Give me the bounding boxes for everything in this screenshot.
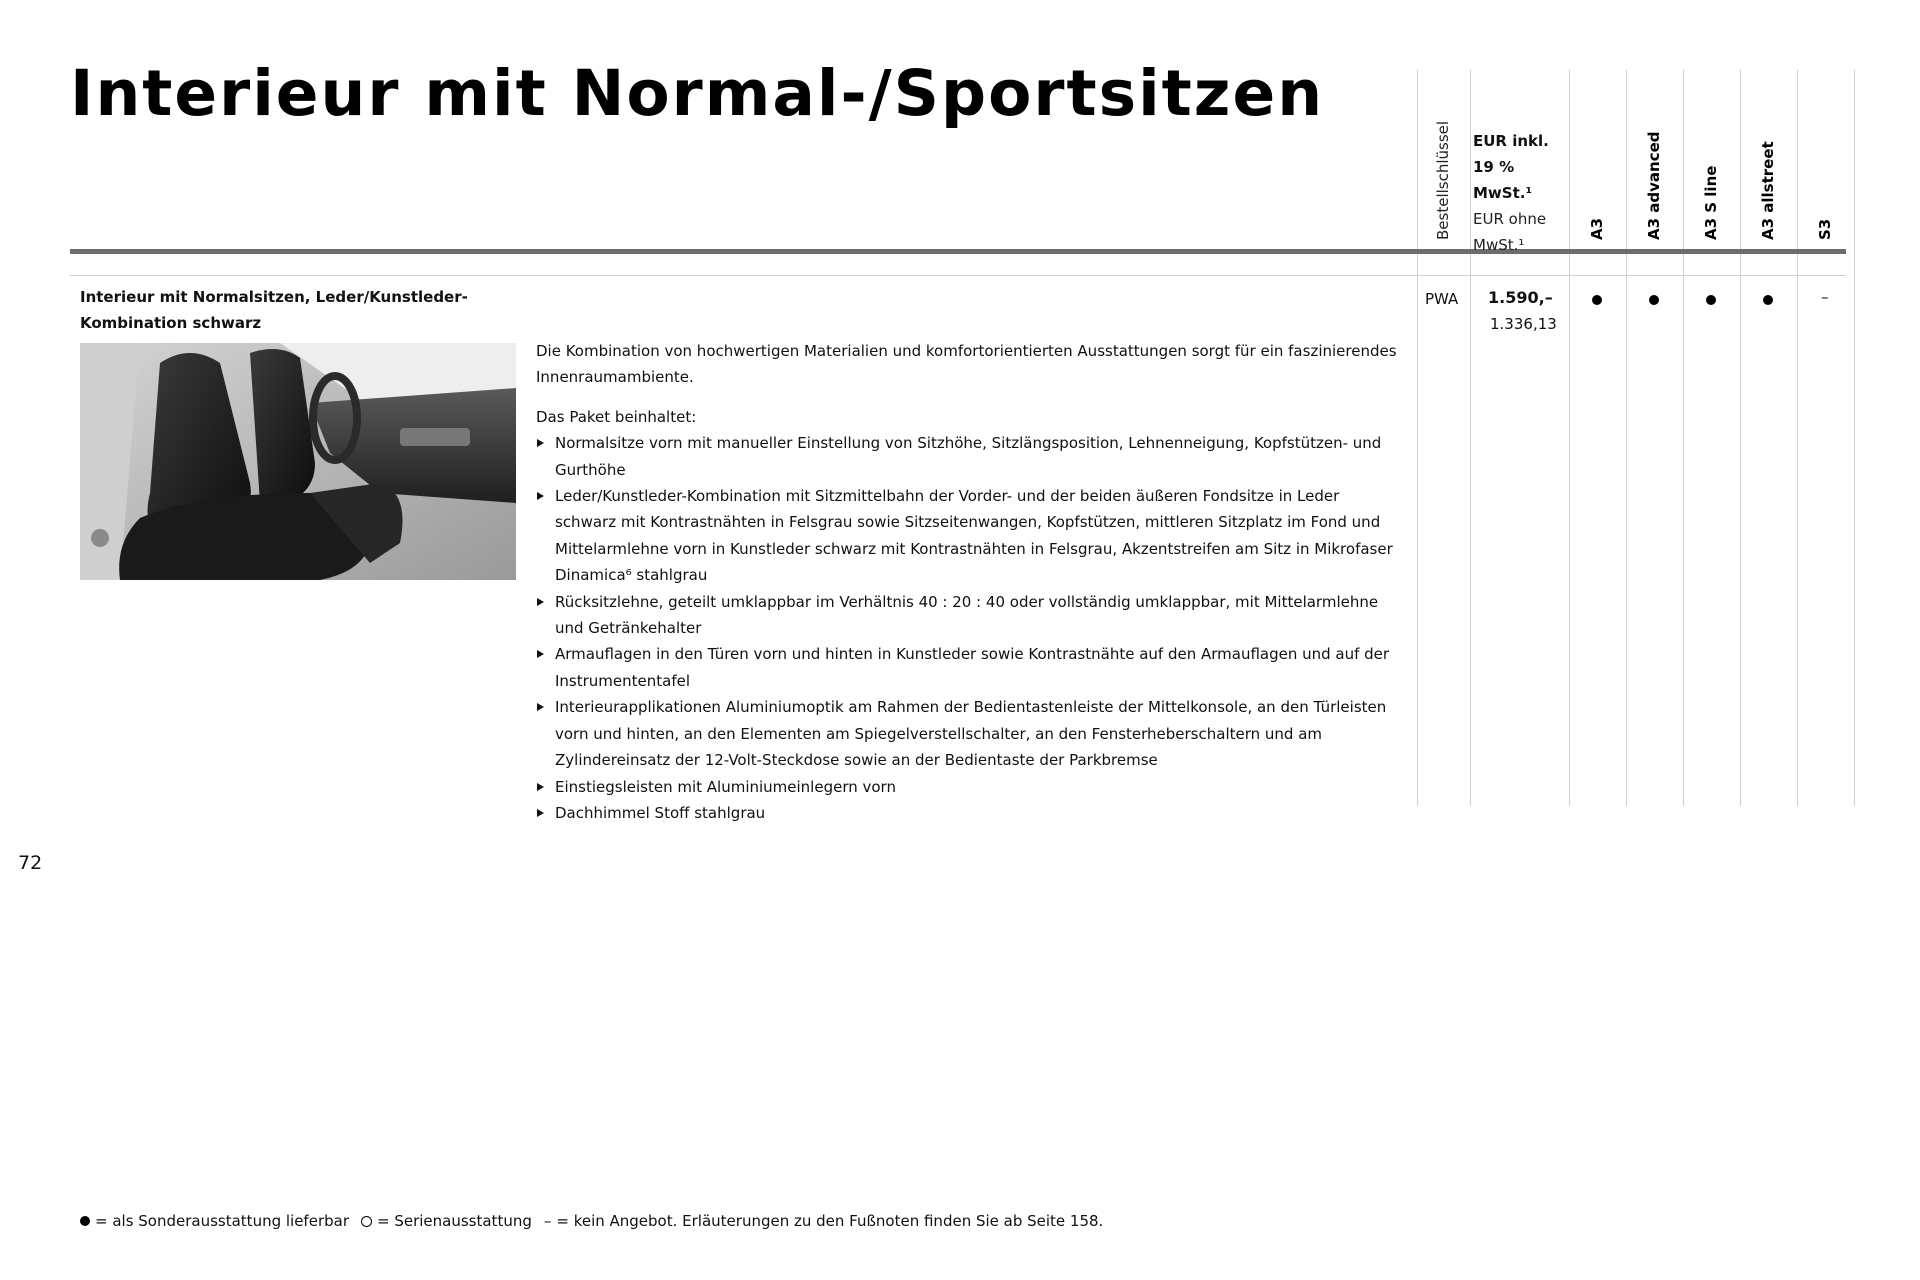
header-model-a3-advanced: A3 advanced [1645, 131, 1663, 240]
availability-dot-icon-a3 [1592, 295, 1602, 305]
item-description [536, 338, 1402, 826]
item-intro: Die Kombination von hochwertigen Materialien und komfortorientierten Ausstattungen sorgt für ein faszinierendes Innenraumambiente. [536, 342, 1397, 387]
legend-dash-symbol: – [543, 1212, 552, 1230]
row-rule [70, 275, 1846, 276]
availability-dot-icon-a3-advanced [1649, 295, 1659, 305]
list-item: Interieurapplikationen Aluminiumoptik am Rahmen der Bedientastenleiste der Mittelkonsole, an den Türleisten vorn und hinten, an den Elementen am Spiegelverstellschalter, an den Fensterheberschaltern und am Zylindereinsatz der 12-Volt-Steckdose sowie an der Bedientaste der Parkbremse [536, 694, 1402, 773]
item-title: Interieur mit Normalsitzen, Leder/Kunstleder-Kombination schwarz [80, 288, 468, 332]
package-label: Das Paket beinhaltet: [536, 407, 697, 426]
header-rule [70, 249, 1846, 254]
header-price-incl: EUR inkl. 19 % MwSt.¹ [1473, 132, 1549, 202]
page-title: Interieur mit Normal-/Sportsitzen [70, 57, 1325, 130]
legend-standard: = Serienausstattung [377, 1212, 532, 1230]
column-divider [1797, 70, 1798, 806]
header-price-excl: EUR ohne MwSt.¹ [1473, 210, 1547, 254]
legend [80, 1212, 1103, 1230]
list-item: Dachhimmel Stoff stahlgrau [536, 800, 1402, 826]
column-divider [1854, 70, 1855, 806]
column-divider [1740, 70, 1741, 806]
column-divider [1417, 70, 1418, 806]
list-item: Rücksitzlehne, geteilt umklappbar im Verhältnis 40 : 20 : 40 oder vollständig umklappbar, mit Mittelarmlehne und Getränkehalter [536, 589, 1402, 642]
page-number: 72 [18, 852, 43, 874]
legend-optional: = als Sonderausstattung lieferbar [95, 1212, 349, 1230]
header-price [1473, 128, 1573, 258]
list-item: Normalsitze vorn mit manueller Einstellung von Sitzhöhe, Sitzlängsposition, Lehnenneigung, Kopfstützen- und Gurthöhe [536, 430, 1402, 483]
header-model-a3-s-line: A3 S line [1702, 165, 1720, 240]
list-item: Einstiegsleisten mit Aluminiumeinlegern vorn [536, 774, 1402, 800]
order-code: PWA [1425, 290, 1459, 308]
column-divider [1683, 70, 1684, 806]
filled-dot-icon [80, 1216, 90, 1226]
price-excl-vat: 1.336,13 [1490, 315, 1557, 333]
header-model-a3: A3 [1588, 217, 1606, 240]
package-list [536, 430, 1402, 826]
header-model-s3: S3 [1816, 218, 1834, 240]
interior-photo [80, 343, 516, 580]
availability-dot-icon-a3-s-line [1706, 295, 1716, 305]
list-item: Leder/Kunstleder-Kombination mit Sitzmittelbahn der Vorder- und der beiden äußeren Fondsitze in Leder schwarz mit Kontrastnähten in Felsgrau sowie Sitzseitenwangen, Kopfstützen, mittleren Sitzplatz im Fond und Mittelarmlehne vorn in Kunstleder schwarz mit Kontrastnähten in Felsgrau, Akzentstreifen am Sitz in Mikrofaser Dinamica⁶ stahlgrau [536, 483, 1402, 589]
hollow-circle-icon [361, 1216, 372, 1227]
price-incl-vat: 1.590,– [1488, 288, 1553, 307]
availability-mark-s3: – [1821, 288, 1829, 306]
availability-dot-icon-a3-allstreet [1763, 295, 1773, 305]
header-order-code: Bestellschlüssel [1434, 120, 1452, 240]
list-item: Armauflagen in den Türen vorn und hinten in Kunstleder sowie Kontrastnähte auf den Armauflagen und auf der Instrumententafel [536, 641, 1402, 694]
column-divider [1626, 70, 1627, 806]
header-model-a3-allstreet: A3 allstreet [1759, 141, 1777, 240]
column-divider [1470, 70, 1471, 806]
legend-none: = kein Angebot. Erläuterungen zu den Fußnoten finden Sie ab Seite 158. [556, 1212, 1104, 1230]
